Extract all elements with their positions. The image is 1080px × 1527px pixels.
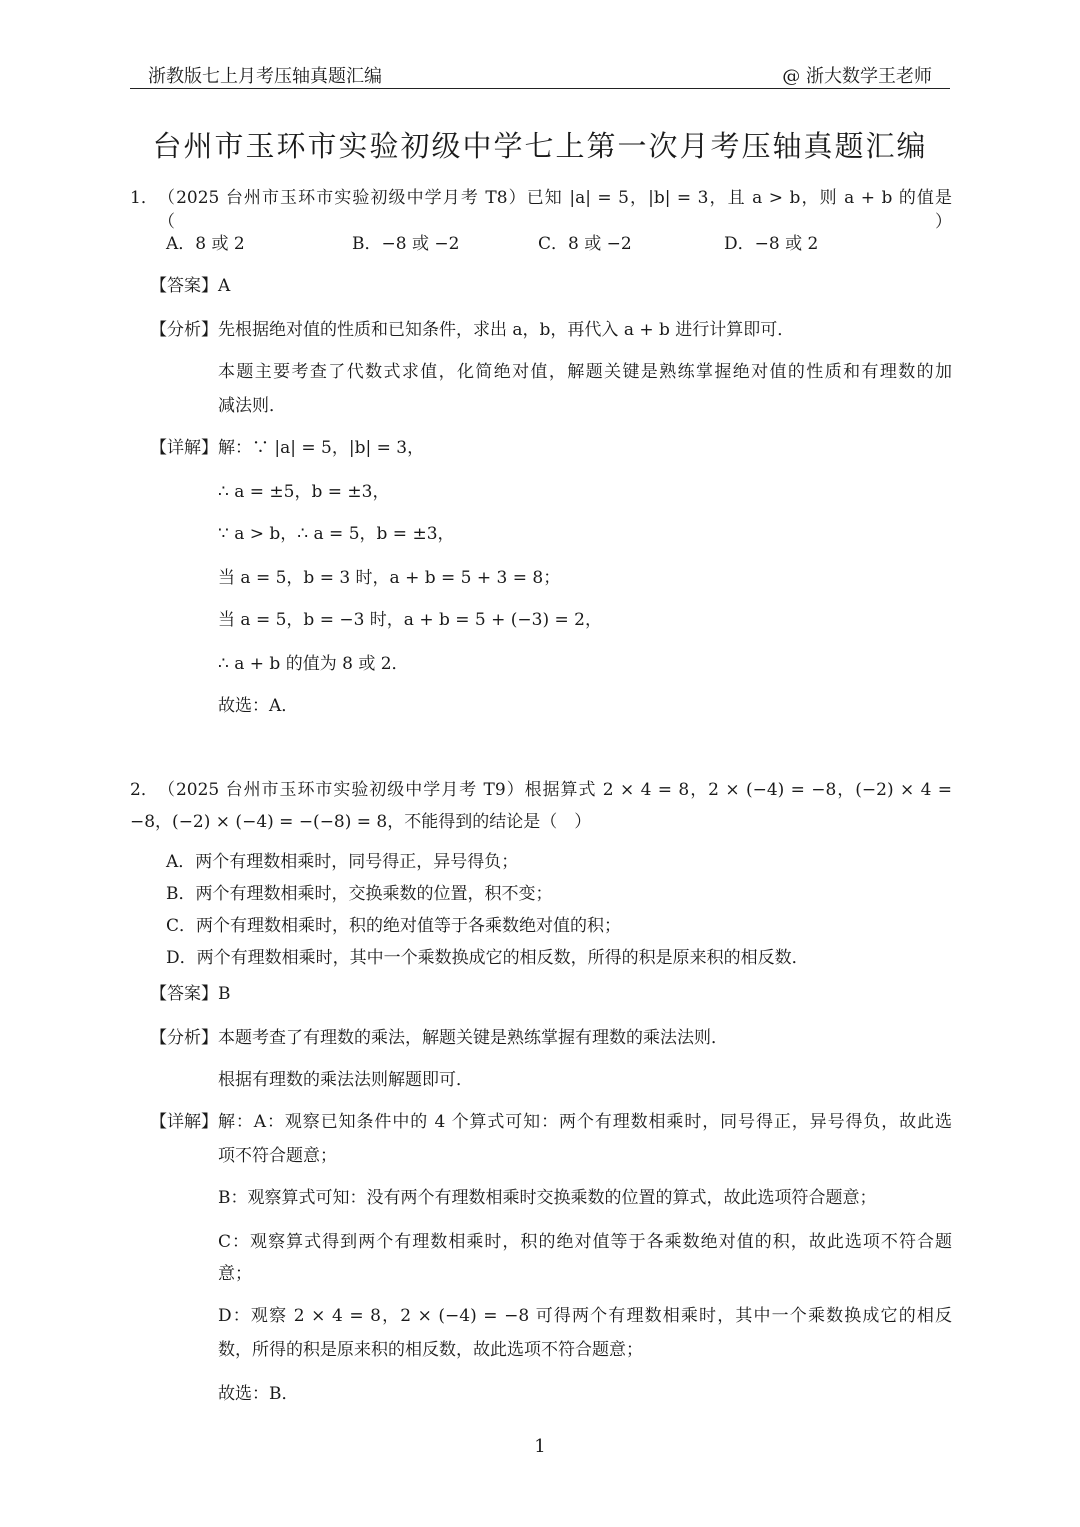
q1-analysis-line: 先根据绝对值的性质和已知条件，求出 a，b，再代入 a + b 进行计算即可． xyxy=(218,320,795,340)
q2-analysis-line: 本题考查了有理数的乘法，解题关键是熟练掌握有理数的乘法法则． xyxy=(218,1028,728,1048)
q1-option-b: B．−8 或 −2 xyxy=(352,234,460,254)
q1-detail-line: 故选：A． xyxy=(218,696,299,716)
page-header xyxy=(130,60,950,89)
q1-detail-line: ∵ a > b，∴ a = 5，b = ±3， xyxy=(218,524,455,544)
q1-answer: A xyxy=(218,276,231,296)
q1-stem: （2025 台州市玉环市实验初级中学月考 T8）已知 |a| = 5，|b| = 3，且 a > b，则 a + b 的值是（ ） xyxy=(158,188,952,232)
q1-option-d: D．−8 或 2 xyxy=(724,234,819,254)
q2-detail-tag: 【详解】 xyxy=(150,1112,218,1132)
page-number: 1 xyxy=(534,1436,546,1457)
q2-stem-line: （2025 台州市玉环市实验初级中学月考 T9）根据算式 2 × 4 = 8，2 × (−4) = −8，(−2) × 4 = xyxy=(158,780,952,800)
q2-analysis-tag: 【分析】 xyxy=(150,1028,218,1048)
q1-number: 1． xyxy=(130,188,158,208)
q1-analysis-tag: 【分析】 xyxy=(150,320,218,340)
q2-answer-tag: 【答案】 xyxy=(150,984,218,1004)
q1-detail-line: ∴ a + b 的值为 8 或 2． xyxy=(218,654,409,674)
q2-option-c: C．两个有理数相乘时，积的绝对值等于各乘数绝对值的积； xyxy=(166,916,622,936)
q2-number: 2． xyxy=(130,780,158,800)
q2-detail-line: 意； xyxy=(218,1264,252,1284)
q2-detail-line: 解：A：观察已知条件中的 4 个算式可知：两个有理数相乘时，同号得正，异号得负，故此选 xyxy=(218,1112,952,1132)
q2-stem-line: −8，(−2) × (−4) = −(−8) = 8，不能得到的结论是（ ） xyxy=(130,812,592,832)
q2-detail-line: C：观察算式得到两个有理数相乘时，积的绝对值等于各乘数绝对值的积，故此选项不符合题 xyxy=(218,1232,952,1252)
q2-option-b: B．两个有理数相乘时，交换乘数的位置，积不变； xyxy=(166,884,553,904)
q2-detail-line: 项不符合题意； xyxy=(218,1146,337,1166)
q2-answer: B xyxy=(218,984,231,1004)
q2-detail-line: D：观察 2 × 4 = 8，2 × (−4) = −8 可得两个有理数相乘时，其中一个乘数换成它的相反 xyxy=(218,1306,952,1326)
q1-option-c: C．8 或 −2 xyxy=(538,234,632,254)
page-title: 台州市玉环市实验初级中学七上第一次月考压轴真题汇编 xyxy=(152,129,928,163)
q1-detail-line: 当 a = 5，b = −3 时，a + b = 5 + (−3) = 2， xyxy=(218,610,602,630)
q2-detail-line: B：观察算式可知：没有两个有理数相乘时交换乘数的位置的算式，故此选项符合题意； xyxy=(218,1188,877,1208)
q2-option-d: D．两个有理数相乘时，其中一个乘数换成它的相反数，所得的积是原来积的相反数． xyxy=(166,948,809,968)
q1-detail-line: ∴ a = ±5，b = ±3， xyxy=(218,482,390,502)
q2-detail-line: 数，所得的积是原来积的相反数，故此选项不符合题意； xyxy=(218,1340,643,1360)
q1-detail-tag: 【详解】 xyxy=(150,438,218,458)
q1-analysis-line: 本题主要考查了代数式求值，化简绝对值，解题关键是熟练掌握绝对值的性质和有理数的加 xyxy=(218,362,952,382)
q2-detail-line: 故选：B． xyxy=(218,1384,299,1404)
q2-option-a: A．两个有理数相乘时，同号得正，异号得负； xyxy=(166,852,519,872)
q1-detail-line: 解：∵ |a| = 5，|b| = 3， xyxy=(218,438,425,458)
header-left: 浙教版七上月考压轴真题汇编 xyxy=(148,66,382,87)
q1-option-a: A．8 或 2 xyxy=(166,234,245,254)
q1-detail-line: 当 a = 5，b = 3 时，a + b = 5 + 3 = 8； xyxy=(218,568,561,588)
header-right: @ 浙大数学王老师 xyxy=(782,66,932,87)
q2-analysis-line: 根据有理数的乘法法则解题即可． xyxy=(218,1070,473,1090)
q1-answer-tag: 【答案】 xyxy=(150,276,218,296)
q1-analysis-line: 减法则． xyxy=(218,396,286,416)
